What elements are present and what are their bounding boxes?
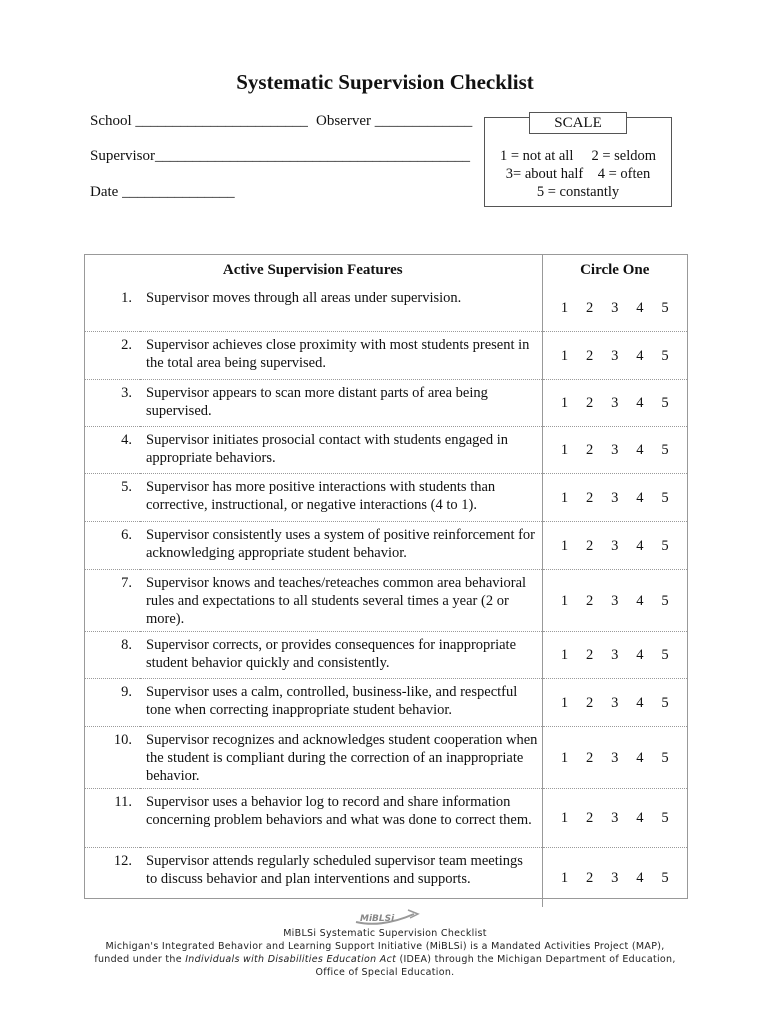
item-number: 12.	[84, 848, 140, 908]
item-number: 6.	[84, 522, 140, 570]
item-text: Supervisor uses a behavior log to record and share information concerning problem behaviors and what was done to correct them.	[140, 789, 542, 848]
footer-line-3-pre: funded under the	[94, 954, 186, 965]
rating-options	[542, 727, 687, 789]
rating-4[interactable]: 4	[636, 810, 644, 826]
rating-2[interactable]: 2	[586, 869, 594, 886]
date-field[interactable]: Date _______________	[90, 184, 235, 200]
rating-options	[542, 570, 687, 632]
rating-4[interactable]: 4	[636, 694, 644, 711]
rating-1[interactable]: 1	[560, 869, 569, 886]
rating-5[interactable]: 5	[661, 810, 669, 826]
rating-1[interactable]: 1	[560, 647, 569, 663]
footer-line-1: MiBLSi Systematic Supervision Checklist	[283, 928, 487, 939]
footer-act-name: Individuals with Disabilities Education Act	[185, 954, 397, 965]
rating-5[interactable]: 5	[661, 869, 669, 886]
rating-2[interactable]: 2	[586, 592, 594, 609]
supervisor-field[interactable]: Supervisor__________________________________________	[90, 148, 470, 164]
rating-2[interactable]: 2	[586, 442, 594, 458]
school-field[interactable]: School _______________________	[90, 113, 308, 129]
rating-3[interactable]: 3	[611, 300, 619, 316]
rating-3[interactable]: 3	[611, 647, 619, 663]
rating-5[interactable]: 5	[661, 647, 669, 663]
scale-line-2: 3= about half 4 = often	[505, 166, 651, 182]
rating-2[interactable]: 2	[586, 395, 594, 411]
rating-4[interactable]: 4	[636, 592, 644, 609]
logo-text: MiBLSi	[360, 914, 395, 924]
item-text: Supervisor attends regularly scheduled supervisor team meetings to discuss behavior and plan interventions and supports.	[140, 848, 542, 908]
rating-2[interactable]: 2	[586, 647, 594, 663]
table-row	[84, 427, 687, 474]
rating-3[interactable]: 3	[611, 537, 619, 554]
rating-options	[542, 522, 687, 570]
rating-1[interactable]: 1	[560, 347, 569, 364]
rating-4[interactable]: 4	[636, 647, 644, 663]
rating-options	[542, 789, 687, 848]
item-number: 3.	[84, 380, 140, 427]
rating-4[interactable]: 4	[636, 442, 644, 458]
rating-4[interactable]: 4	[636, 537, 644, 554]
rating-3[interactable]: 3	[611, 442, 619, 458]
rating-1[interactable]: 1	[560, 395, 569, 411]
item-text: Supervisor corrects, or provides consequences for inappropriate student behavior quickly and consistently.	[140, 632, 542, 679]
rating-4[interactable]: 4	[636, 489, 644, 506]
item-number: 11.	[84, 789, 140, 848]
rating-4[interactable]: 4	[636, 395, 644, 411]
features-header: Active Supervision Features	[84, 255, 542, 286]
item-text: Supervisor moves through all areas under supervision.	[146, 290, 462, 306]
table-row	[84, 285, 687, 332]
rating-4[interactable]: 4	[636, 347, 644, 364]
item-number: 4.	[84, 427, 140, 474]
checklist-table	[84, 254, 687, 907]
item-number: 10.	[84, 727, 140, 789]
item-number: 9.	[84, 679, 140, 727]
item-number: 2.	[84, 332, 140, 380]
scale-label: SCALE	[529, 112, 627, 134]
scale-line-3: 5 = constantly	[536, 184, 620, 200]
rating-5[interactable]: 5	[661, 300, 669, 316]
scale-line-1: 1 = not at all 2 = seldom	[499, 148, 657, 164]
item-number: 1.	[121, 290, 132, 306]
footer-line-2: Michigan's Integrated Behavior and Learning Support Initiative (MiBLSi) is a Mandated Activities Project (MAP),	[105, 941, 665, 952]
item-number: 5.	[84, 474, 140, 522]
rating-5[interactable]: 5	[661, 442, 669, 458]
item-text: Supervisor achieves close proximity with most students present in the total area being supervised.	[140, 332, 542, 380]
rating-3[interactable]: 3	[611, 489, 619, 506]
rating-5[interactable]: 5	[661, 749, 669, 766]
rating-5[interactable]: 5	[661, 489, 669, 506]
rating-options	[542, 474, 687, 522]
item-number: 7.	[84, 570, 140, 632]
rating-options	[542, 285, 687, 332]
rating-options	[542, 427, 687, 474]
rating-3[interactable]: 3	[611, 694, 619, 711]
table-row	[84, 789, 687, 848]
rating-4[interactable]: 4	[636, 749, 644, 766]
rating-5[interactable]: 5	[661, 395, 669, 411]
table-row	[84, 727, 687, 789]
rating-3[interactable]: 3	[611, 592, 619, 609]
table-row	[84, 679, 687, 727]
item-text: Supervisor initiates prosocial contact with students engaged in appropriate behaviors.	[140, 427, 542, 474]
observer-field[interactable]: Observer _____________	[316, 113, 473, 129]
table-row	[84, 848, 687, 908]
rating-2[interactable]: 2	[586, 489, 594, 506]
table-row	[84, 332, 687, 380]
footer-line-4: Office of Special Education.	[315, 967, 455, 978]
rating-4[interactable]: 4	[636, 869, 644, 886]
rating-5[interactable]: 5	[661, 694, 669, 711]
rating-3[interactable]: 3	[611, 869, 619, 886]
page-title: Systematic Supervision Checklist	[236, 70, 534, 94]
rating-options	[542, 380, 687, 427]
item-text: Supervisor has more positive interactions with students than corrective, instructional, or negative interactions (4 to 1).	[140, 474, 542, 522]
item-text: Supervisor consistently uses a system of positive reinforcement for acknowledging appropriate student behavior.	[140, 522, 542, 570]
item-number: 8.	[84, 632, 140, 679]
rating-1[interactable]: 1	[560, 694, 569, 711]
rating-1[interactable]: 1	[560, 810, 569, 826]
rating-options	[542, 848, 687, 908]
rating-3[interactable]: 3	[611, 810, 619, 826]
rating-4[interactable]: 4	[636, 300, 644, 316]
rating-2[interactable]: 2	[586, 749, 594, 766]
item-text: Supervisor appears to scan more distant parts of area being supervised.	[140, 380, 542, 427]
miblsi-logo	[352, 906, 422, 928]
table-row	[84, 570, 687, 632]
rating-5[interactable]: 5	[661, 347, 669, 364]
rating-3[interactable]: 3	[611, 395, 619, 411]
table-row	[84, 522, 687, 570]
rating-1[interactable]: 1	[560, 442, 569, 458]
rating-1[interactable]: 1	[560, 489, 569, 506]
table-row	[84, 474, 687, 522]
circle-one-header: Circle One	[542, 255, 687, 286]
rating-1[interactable]: 1	[560, 300, 569, 316]
rating-options	[542, 679, 687, 727]
rating-1[interactable]: 1	[560, 537, 569, 554]
table-row	[84, 380, 687, 427]
rating-1[interactable]: 1	[560, 592, 569, 609]
footer-line-3-post: (IDEA) through the Michigan Department of Education,	[396, 954, 676, 965]
rating-2[interactable]: 2	[586, 537, 594, 554]
table-row	[84, 632, 687, 679]
item-text: Supervisor uses a calm, controlled, business-like, and respectful tone when correcting inappropriate student behavior.	[140, 679, 542, 727]
rating-2[interactable]: 2	[586, 810, 594, 826]
footer-line-3	[0, 954, 770, 965]
rating-5[interactable]: 5	[661, 592, 669, 609]
rating-3[interactable]: 3	[611, 347, 619, 364]
item-text: Supervisor knows and teaches/reteaches common area behavioral rules and expectations to all students several times a year (2 or more).	[140, 570, 542, 632]
rating-1[interactable]: 1	[560, 749, 569, 766]
rating-3[interactable]: 3	[611, 749, 619, 766]
rating-options	[542, 632, 687, 679]
rating-2[interactable]: 2	[586, 347, 594, 364]
rating-2[interactable]: 2	[586, 694, 594, 711]
rating-2[interactable]: 2	[586, 300, 594, 316]
rating-5[interactable]: 5	[661, 537, 669, 554]
item-text: Supervisor recognizes and acknowledges student cooperation when the student is compliant during the correction of an inappropriate behavior.	[140, 727, 542, 789]
rating-options	[542, 332, 687, 380]
